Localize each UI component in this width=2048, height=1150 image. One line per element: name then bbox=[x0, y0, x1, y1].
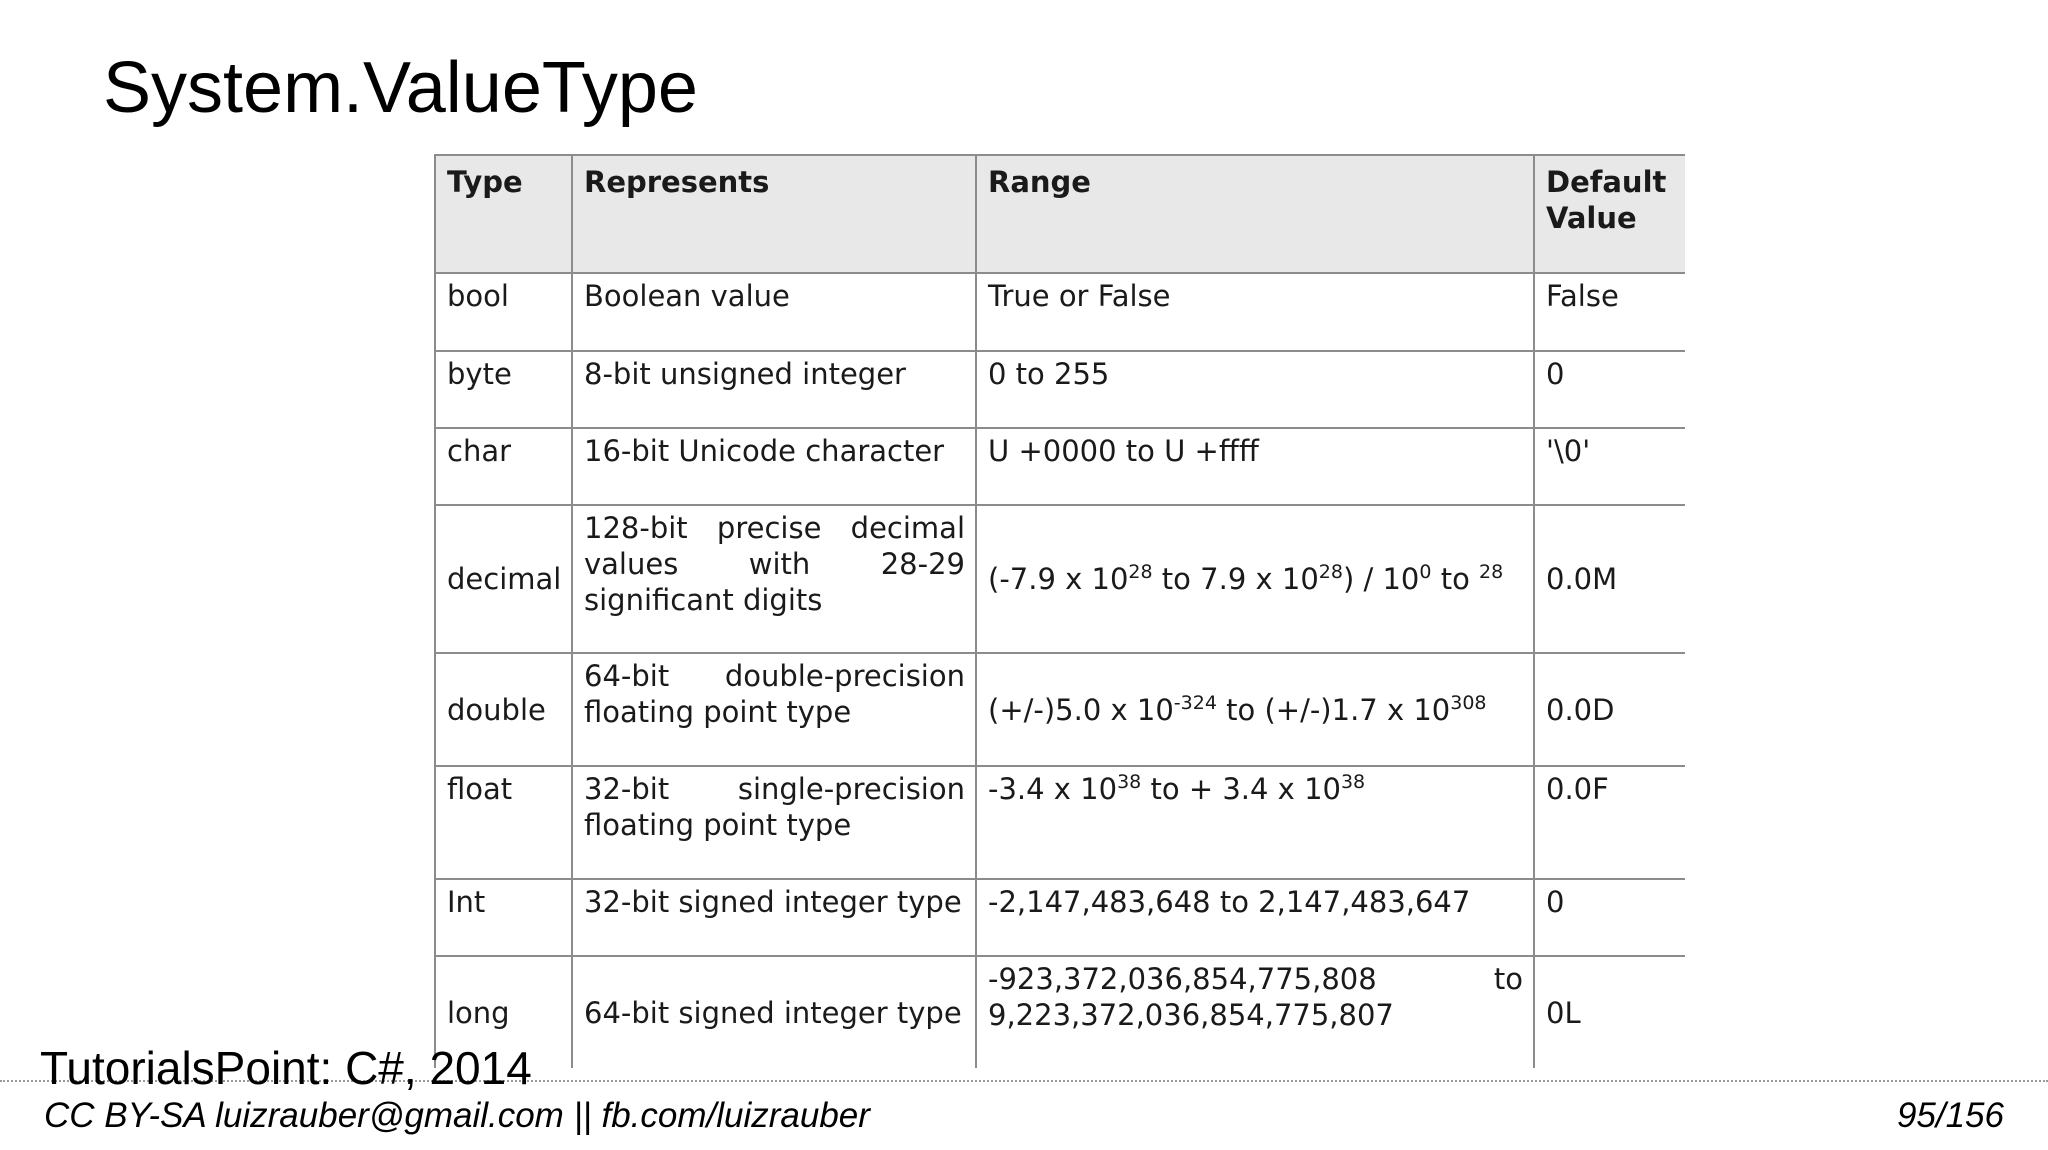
range-part: ) / 10 bbox=[1342, 562, 1420, 596]
header-represents: Represents bbox=[572, 155, 976, 273]
range-exponent: 38 bbox=[1117, 771, 1142, 793]
range-part: -3.4 x 10 bbox=[988, 772, 1118, 806]
cell-default: 0 bbox=[1534, 879, 1685, 956]
cell-default: '\0' bbox=[1534, 428, 1685, 505]
range-part: (-7.9 x 10 bbox=[988, 562, 1129, 596]
cell-default: 0 bbox=[1534, 351, 1685, 428]
cell-range: True or False bbox=[976, 273, 1534, 351]
cell-represents: 64-bit double-precision floating point type bbox=[572, 653, 976, 766]
cell-represents: 32-bit signed integer type bbox=[572, 879, 976, 956]
table-row bbox=[435, 653, 1685, 766]
cell-default: 0.0M bbox=[1534, 505, 1685, 653]
table-row bbox=[435, 766, 1685, 879]
range-exponent: 28 bbox=[1128, 561, 1153, 583]
cell-type: byte bbox=[435, 351, 572, 428]
range-part: to + 3.4 x 10 bbox=[1141, 772, 1341, 806]
cell-range: 0 to 255 bbox=[976, 351, 1534, 428]
slide-title: System.ValueType bbox=[103, 48, 698, 128]
cell-represents: 16-bit Unicode character bbox=[572, 428, 976, 505]
cell-represents: 64-bit signed integer type bbox=[572, 956, 976, 1068]
range-part: to bbox=[1431, 562, 1480, 596]
header-default-line1: Default bbox=[1546, 165, 1667, 199]
cell-type: long bbox=[435, 956, 572, 1068]
value-type-table-wrapper bbox=[434, 154, 1685, 1068]
cell-type: Int bbox=[435, 879, 572, 956]
header-range: Range bbox=[976, 155, 1534, 273]
header-default-line2: Value bbox=[1546, 201, 1637, 235]
cell-range bbox=[976, 956, 1534, 1068]
footer-license: CC BY-SA luizrauber@gmail.com || fb.com/luizrauber bbox=[44, 1096, 870, 1135]
cell-type: bool bbox=[435, 273, 572, 351]
table-row bbox=[435, 428, 1685, 505]
cell-represents: 8-bit unsigned integer bbox=[572, 351, 976, 428]
cell-represents: 32-bit single-precision floating point type bbox=[572, 766, 976, 879]
table-row bbox=[435, 351, 1685, 428]
cell-type: char bbox=[435, 428, 572, 505]
cell-type: float bbox=[435, 766, 572, 879]
range-part: to 7.9 x 10 bbox=[1152, 562, 1319, 596]
range-exponent: 38 bbox=[1340, 771, 1366, 793]
range-line: -923,372,036,854,775,808 to bbox=[988, 962, 1523, 996]
range-exponent: 308 bbox=[1450, 691, 1487, 714]
cell-type: double bbox=[435, 653, 572, 766]
range-part: (+/-)5.0 x 10 bbox=[988, 692, 1174, 727]
cell-represents: 128-bit precise decimal values with 28-29 significant digits bbox=[572, 505, 976, 653]
range-exponent: 28 bbox=[1479, 561, 1504, 583]
table-row bbox=[435, 956, 1685, 1068]
table-row bbox=[435, 879, 1685, 956]
cell-type: decimal bbox=[435, 505, 572, 653]
range-exponent: 0 bbox=[1419, 561, 1432, 583]
cell-range bbox=[976, 653, 1534, 766]
value-type-table bbox=[434, 154, 1685, 1068]
header-type: Type bbox=[435, 155, 572, 273]
cell-default: 0L bbox=[1534, 956, 1685, 1068]
cell-range bbox=[976, 505, 1534, 653]
range-exponent: 28 bbox=[1318, 561, 1343, 583]
cell-range: U +0000 to U +ffff bbox=[976, 428, 1534, 505]
source-caption: TutorialsPoint: C#, 2014 bbox=[40, 1042, 532, 1094]
range-line: 9,223,372,036,854,775,807 bbox=[988, 998, 1394, 1032]
cell-default: False bbox=[1534, 273, 1685, 351]
cell-default: 0.0F bbox=[1534, 766, 1685, 879]
range-part: to (+/-)1.7 x 10 bbox=[1216, 692, 1451, 727]
cell-represents: Boolean value bbox=[572, 273, 976, 351]
table-row bbox=[435, 505, 1685, 653]
cell-default: 0.0D bbox=[1534, 653, 1685, 766]
cell-range: -2,147,483,648 to 2,147,483,647 bbox=[976, 879, 1534, 956]
table-row bbox=[435, 273, 1685, 351]
cell-range bbox=[976, 766, 1534, 879]
header-default-value bbox=[1534, 155, 1685, 273]
range-exponent: -324 bbox=[1173, 691, 1217, 714]
table-header-row bbox=[435, 155, 1685, 273]
page-number: 95/156 bbox=[1896, 1096, 2004, 1135]
